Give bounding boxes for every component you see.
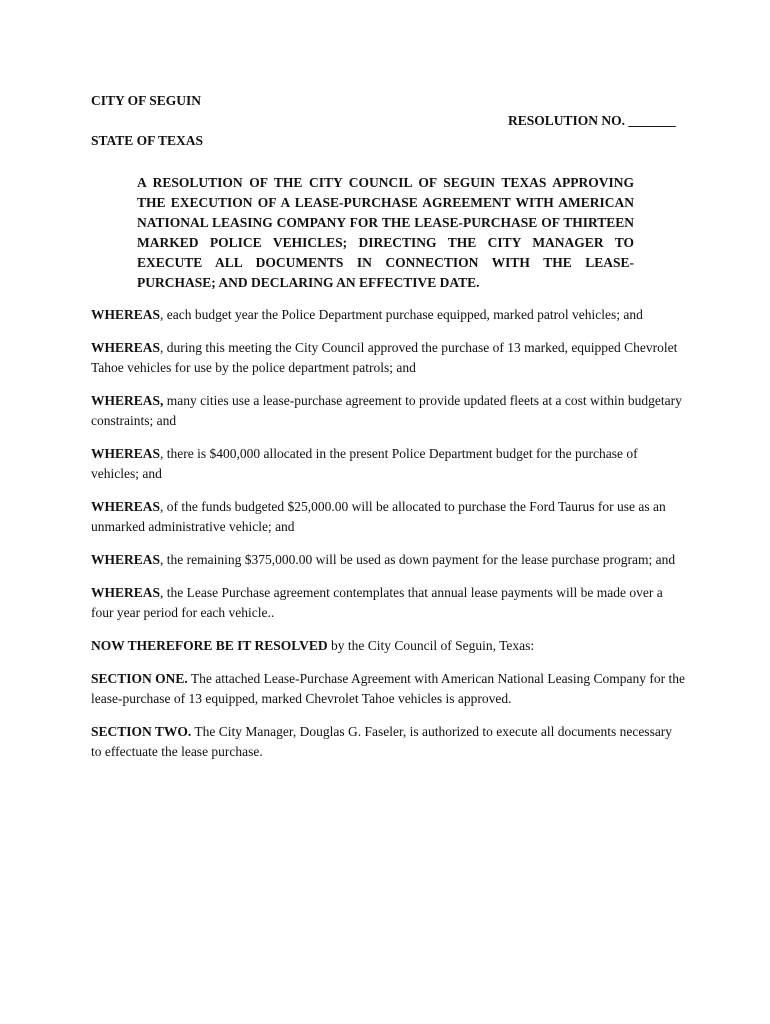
city-heading: CITY OF SEGUIN [91,93,202,108]
paragraph-text: , of the funds budgeted $25,000.00 will be allocated to purchase the Ford Taurus for use as an unmarked administrative vehicle; and [91,499,666,534]
paragraph-text: many cities use a lease-purchase agreement to provide updated fleets at a cost within budgetary constraints; and [91,393,682,428]
whereas-paragraph-5 [91,497,685,537]
section-one-paragraph [91,669,685,709]
paragraph-text: by the City Council of Seguin, Texas: [327,638,535,653]
paragraph-text: The attached Lease-Purchase Agreement with American National Leasing Company for the lease-purchase of 13 equipped, marked Chevrolet Tahoe vehicles is approved. [91,671,685,706]
paragraph-text: , the remaining $375,000.00 will be used as down payment for the lease purchase program; and [160,552,676,567]
paragraph-text: , during this meeting the City Council approved the purchase of 13 marked, equipped Chevrolet Tahoe vehicles for use by the police department patrols; and [91,340,678,375]
paragraph-lead: SECTION TWO. [91,724,192,739]
whereas-paragraph-7 [91,583,685,623]
whereas-paragraph-2 [91,338,685,378]
resolved-paragraph [91,636,685,656]
paragraph-lead: WHEREAS [91,340,161,355]
paragraph-lead: WHEREAS, [91,393,164,408]
paragraph-lead: NOW THEREFORE BE IT RESOLVED [91,638,328,653]
resolution-body [91,305,685,775]
paragraph-text: The City Manager, Douglas G. Faseler, is authorized to execute all documents necessary to effectuate the lease purchase. [91,724,673,759]
resolution-number: RESOLUTION NO. _______ [508,113,676,128]
whereas-paragraph-4 [91,444,685,484]
whereas-paragraph-3 [91,391,685,431]
resolution-title: A RESOLUTION OF THE CITY COUNCIL OF SEGUIN TEXAS APPROVING THE EXECUTION OF A LEASE-PURCHASE AGREEMENT WITH AMERICAN NATIONAL LEASING COMPANY FOR THE LEASE-PURCHASE OF THIRTEEN MARKED POLICE VEHICLES; DIRECTING THE CITY MANAGER TO EXECUTE ALL DOCUMENTS IN CONNECTION WITH THE LEASE-PURCHASE; AND DECLARING AN EFFECTIVE DATE. [137,175,634,290]
paragraph-text: , there is $400,000 allocated in the present Police Department budget for the purchase of vehicles; and [91,446,638,481]
paragraph-lead: WHEREAS [91,499,161,514]
state-heading: STATE OF TEXAS [91,133,204,148]
paragraph-lead: WHEREAS [91,307,161,322]
paragraph-lead: WHEREAS [91,552,161,567]
paragraph-text: , each budget year the Police Department purchase equipped, marked patrol vehicles; and [160,307,643,322]
paragraph-text: , the Lease Purchase agreement contemplates that annual lease payments will be made over a four year period for each vehicle.. [91,585,663,620]
whereas-paragraph-6 [91,550,685,570]
paragraph-lead: WHEREAS [91,585,161,600]
paragraph-lead: SECTION ONE. [91,671,188,686]
whereas-paragraph-1 [91,305,685,325]
paragraph-lead: WHEREAS [91,446,161,461]
section-two-paragraph [91,722,685,762]
